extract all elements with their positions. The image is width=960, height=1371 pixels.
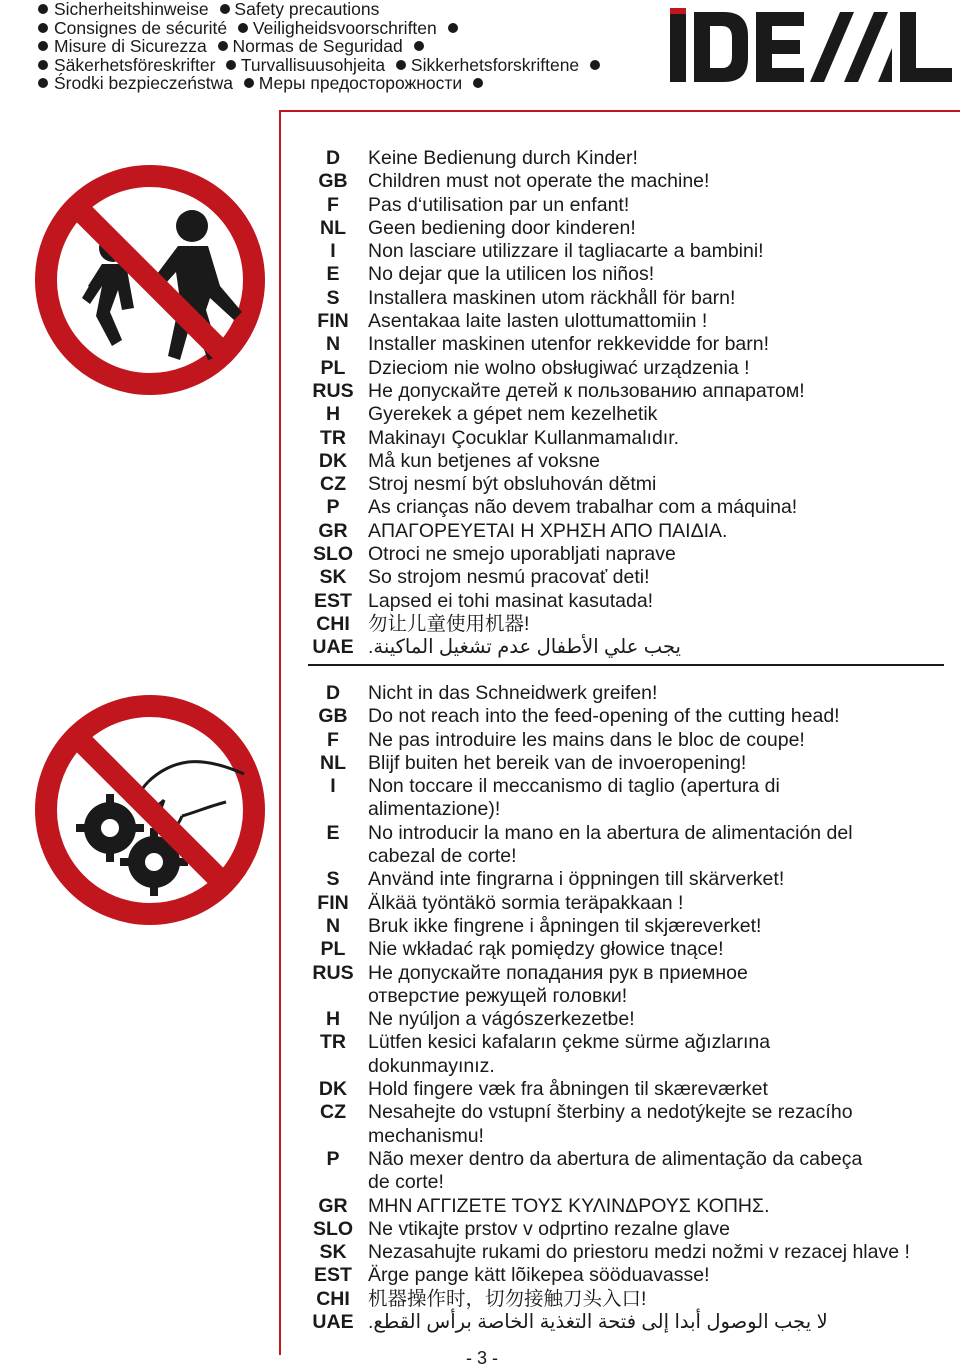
warning-row xyxy=(308,450,958,473)
warning-row xyxy=(308,1288,958,1311)
header-item: Consignes de sécurité xyxy=(54,17,228,38)
header-line-4 xyxy=(38,56,658,75)
section-children-warning xyxy=(308,147,958,660)
warning-row xyxy=(308,194,958,217)
warning-text: Не допускайте попадания рук в приемное xyxy=(368,961,748,984)
language-code: S xyxy=(326,286,340,309)
warning-row xyxy=(308,566,958,589)
warning-text: Ärge pange kätt lõikepea sööduavasse! xyxy=(368,1264,710,1287)
language-code: N xyxy=(325,333,341,356)
warning-text: Ne vtikajte prstov v odprtino rezalne glave xyxy=(368,1217,731,1240)
warning-text: Ne pas introduire les mains dans le bloc de coupe! xyxy=(368,728,805,751)
language-code: P xyxy=(326,496,340,519)
language-code: GR xyxy=(318,519,348,542)
warning-row xyxy=(308,357,958,380)
warning-text: ΜΗΝ ΑΓΓΙΖΕΤΕ ΤΟΥΣ ΚΥΛΙΝΔΡΟΥΣ ΚΟΠΗΣ. xyxy=(368,1194,770,1217)
warning-row xyxy=(308,1031,958,1054)
language-code: UAE xyxy=(312,636,354,659)
language-code: H xyxy=(325,1008,341,1031)
header-item: Veiligheidsvoorschriften xyxy=(252,17,437,38)
bullet-icon xyxy=(38,41,48,51)
warning-row xyxy=(308,1195,958,1218)
warning-text: cabezal de corte! xyxy=(368,845,517,868)
warning-row xyxy=(308,590,958,613)
warning-row xyxy=(308,427,958,450)
warning-text: Не допускайте детей к пользованию аппаратом! xyxy=(368,379,805,402)
hand-in-cutter-prohibited-icon xyxy=(30,690,270,935)
warning-row xyxy=(308,473,958,496)
language-code: E xyxy=(326,263,340,286)
language-code: EST xyxy=(314,589,352,612)
header-item: Sicherheitshinweise xyxy=(54,0,209,19)
language-code: E xyxy=(326,821,340,844)
section-divider xyxy=(308,664,944,666)
warning-text: As crianças não devem trabalhar com a máquina! xyxy=(368,496,798,519)
warning-text: Pas d‘utilisation par un enfant! xyxy=(368,193,630,216)
language-code: F xyxy=(327,193,339,216)
page-number: - 3 - xyxy=(466,1348,499,1368)
warning-row xyxy=(308,1101,958,1124)
warning-row xyxy=(308,170,958,193)
warning-text: Lapsed ei tohi masinat kasutada! xyxy=(368,589,654,612)
warning-row xyxy=(308,845,958,868)
warning-row xyxy=(308,520,958,543)
warning-row xyxy=(308,705,958,728)
warning-row xyxy=(308,1311,958,1334)
language-code: SLO xyxy=(312,1217,354,1240)
section-cutter-warning xyxy=(308,682,958,1334)
warning-row xyxy=(308,240,958,263)
warning-text: Stroj nesmí být obsluhován dětmi xyxy=(368,473,657,496)
language-code: SK xyxy=(319,1241,347,1264)
warning-text: mechanismu! xyxy=(368,1124,484,1147)
warning-text: dokunmayınız. xyxy=(368,1054,495,1077)
header-line-1 xyxy=(38,0,658,19)
warning-row xyxy=(308,543,958,566)
language-code: GB xyxy=(318,170,348,193)
warning-row xyxy=(308,263,958,286)
warning-row xyxy=(308,985,958,1008)
language-code: H xyxy=(325,403,341,426)
language-code: GB xyxy=(318,705,348,728)
header-line-2 xyxy=(38,19,658,38)
warning-text: Não mexer dentro da abertura de alimentação da cabeça xyxy=(368,1147,863,1170)
warning-row xyxy=(308,798,958,821)
warning-text: Må kun betjenes af voksne xyxy=(368,449,600,472)
warning-text: 勿让儿童使用机器! xyxy=(368,612,530,635)
language-code: UAE xyxy=(312,1311,354,1334)
warning-row xyxy=(308,1055,958,1078)
bullet-icon xyxy=(590,60,600,70)
warning-row xyxy=(308,613,958,636)
warning-text: Asentakaa laite lasten ulottumattomiin ! xyxy=(368,310,708,333)
header-line-5 xyxy=(38,74,658,93)
warning-text: Nicht in das Schneidwerk greifen! xyxy=(368,682,658,704)
header-item: Safety precautions xyxy=(234,0,380,19)
language-code: CHI xyxy=(316,612,350,635)
language-code: SLO xyxy=(312,543,354,566)
warning-row xyxy=(308,333,958,356)
warning-text: Älkää työntäkö sormia teräpakkaan ! xyxy=(368,891,684,914)
bullet-icon xyxy=(414,41,424,51)
red-frame-left xyxy=(279,110,281,1355)
bullet-icon xyxy=(396,60,406,70)
warning-row xyxy=(308,938,958,961)
warning-row xyxy=(308,822,958,845)
language-code: GR xyxy=(318,1194,348,1217)
bullet-icon xyxy=(244,78,254,88)
header-item: Sikkerhetsforskriftene xyxy=(410,54,580,75)
warning-text: No dejar que la utilicen los niños! xyxy=(368,263,655,286)
bullet-icon xyxy=(218,41,228,51)
warning-row xyxy=(308,147,958,170)
language-code: DK xyxy=(318,449,348,472)
bullet-icon xyxy=(238,23,248,33)
header xyxy=(38,0,658,93)
warning-text: Children must not operate the machine! xyxy=(368,170,710,193)
language-code: CZ xyxy=(320,473,346,496)
warning-row xyxy=(308,752,958,775)
header-item: Меры предосторожности xyxy=(258,73,463,94)
warning-row xyxy=(308,1078,958,1101)
warning-row xyxy=(308,682,958,705)
warning-text: Makinayı Çocuklar Kullanmamalıdır. xyxy=(368,426,680,449)
warning-text: Do not reach into the feed-opening of the cutting head! xyxy=(368,705,840,728)
language-code: RUS xyxy=(312,961,354,984)
bullet-icon xyxy=(473,78,483,88)
language-code: CHI xyxy=(316,1287,350,1310)
bullet-icon xyxy=(226,60,236,70)
header-item: Säkerhetsföreskrifter xyxy=(54,54,216,75)
warning-text: لا يجب الوصول أبدا إلى فتحة التغذية الخاصة برأس القطع. xyxy=(368,1311,828,1334)
warning-row xyxy=(308,1148,958,1171)
warning-row xyxy=(308,892,958,915)
ideal-logo xyxy=(668,8,954,84)
language-code: CZ xyxy=(320,1101,346,1124)
warning-row xyxy=(308,217,958,240)
language-code: NL xyxy=(320,751,346,774)
warning-text: Dzieciom nie wolno obsługiwać urządzenia ! xyxy=(368,356,750,379)
warning-text: Otroci ne smejo uporabljati naprave xyxy=(368,543,676,566)
warning-text: отверстие режущей головки! xyxy=(368,984,628,1007)
ideal-logo-graphic xyxy=(668,8,954,84)
header-item: Normas de Seguridad xyxy=(232,36,403,57)
warning-text: Nie wkładać rąk pomiędzy głowice tnące! xyxy=(368,938,724,961)
warning-text: Nezasahujte rukami do priestoru medzi nožmi v rezacej hlave ! xyxy=(368,1241,910,1264)
bullet-icon xyxy=(38,78,48,88)
warning-row xyxy=(308,310,958,333)
header-line-3 xyxy=(38,37,658,56)
warning-text: ΑΠΑΓΟΡΕΥΕΤΑΙ Η ΧΡΗΣΗ ΑΠΟ ΠΑΙΔΙΑ. xyxy=(368,519,728,542)
warning-row xyxy=(308,1125,958,1148)
bullet-icon xyxy=(38,4,48,14)
warning-text: Installer maskinen utenfor rekkevidde for barn! xyxy=(368,333,770,356)
warning-text: 机器操作时，切勿接触刀头入口! xyxy=(368,1287,647,1310)
language-code: N xyxy=(325,914,341,937)
warning-text: No introducir la mano en la abertura de alimentación del xyxy=(368,821,853,844)
warning-text: Non toccare il meccanismo di taglio (apertura di xyxy=(368,775,780,798)
warning-text: Non lasciare utilizzare il tagliacarte a bambini! xyxy=(368,240,764,263)
warning-text: Använd inte fingrarna i öppningen till skärverket! xyxy=(368,868,785,891)
language-code: PL xyxy=(320,356,346,379)
language-code: RUS xyxy=(312,379,354,402)
bullet-icon xyxy=(38,23,48,33)
bullet-icon xyxy=(448,23,458,33)
warning-row xyxy=(308,380,958,403)
warning-row xyxy=(308,775,958,798)
warning-row xyxy=(308,729,958,752)
language-code: I xyxy=(330,775,336,798)
warning-text: Geen bediening door kinderen! xyxy=(368,216,636,239)
language-code: F xyxy=(327,728,339,751)
warning-text: Nesahejte do vstupní šterbiny a nedotýkejte se rezacího xyxy=(368,1101,853,1124)
warning-text: Installera maskinen utom räckhåll för barn! xyxy=(368,286,736,309)
warning-text: Ne nyúljon a vágószerkezetbe! xyxy=(368,1008,635,1031)
warning-row xyxy=(308,1241,958,1264)
language-code: TR xyxy=(320,1031,346,1054)
language-code: PL xyxy=(320,938,346,961)
warning-text: So strojom nesmú pracovať deti! xyxy=(368,566,650,589)
language-code: P xyxy=(326,1147,340,1170)
warning-text: Keine Bedienung durch Kinder! xyxy=(368,147,638,169)
warning-text: Lütfen kesici kafaların çekme sürme ağızlarına xyxy=(368,1031,771,1054)
header-item: Misure di Sicurezza xyxy=(54,36,207,57)
warning-row xyxy=(308,496,958,519)
warning-text: Gyerekek a gépet nem kezelhetik xyxy=(368,403,658,426)
warning-row xyxy=(308,287,958,310)
warning-row xyxy=(308,1264,958,1287)
warning-row xyxy=(308,962,958,985)
warning-row xyxy=(308,868,958,891)
language-code: EST xyxy=(314,1264,352,1287)
language-code: FIN xyxy=(317,891,349,914)
children-prohibited-icon xyxy=(30,160,270,405)
language-code: SK xyxy=(319,566,347,589)
bullet-icon xyxy=(38,60,48,70)
red-frame-top xyxy=(280,110,960,112)
warning-text: Bruk ikke fingrene i åpningen til skjæreverket! xyxy=(368,914,762,937)
warning-row xyxy=(308,636,958,659)
warning-row xyxy=(308,403,958,426)
language-code: S xyxy=(326,868,340,891)
warning-row xyxy=(308,1218,958,1241)
warning-text: alimentazione)! xyxy=(368,798,501,821)
language-code: DK xyxy=(318,1078,348,1101)
warning-row xyxy=(308,1171,958,1194)
warning-row xyxy=(308,1008,958,1031)
language-code: NL xyxy=(320,216,346,239)
language-code: FIN xyxy=(317,310,349,333)
language-code: D xyxy=(325,682,341,704)
warning-text: يجب علي الأطفال عدم تشغيل الماكينة. xyxy=(368,636,681,659)
header-item: Turvallisuusohjeita xyxy=(240,54,386,75)
header-item: Środki bezpieczeństwa xyxy=(54,73,233,94)
bullet-icon xyxy=(220,4,230,14)
language-code: I xyxy=(330,240,336,263)
warning-row xyxy=(308,915,958,938)
warning-text: de corte! xyxy=(368,1171,444,1194)
language-code: D xyxy=(325,147,341,169)
language-code: TR xyxy=(320,426,346,449)
warning-text: Blijf buiten het bereik van de invoeropening! xyxy=(368,751,747,774)
warning-text: Hold fingere væk fra åbningen til skæreværket xyxy=(368,1078,768,1101)
